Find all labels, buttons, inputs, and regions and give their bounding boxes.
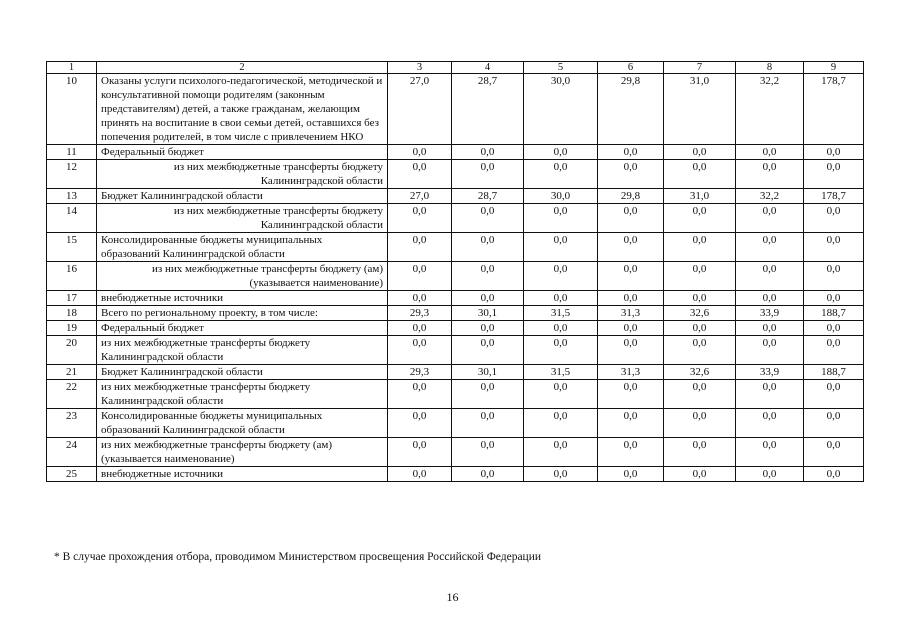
row-number-cell: 12 [47, 160, 97, 189]
indicator-name-cell: из них межбюджетные трансферты бюджету Калининградской области [97, 336, 388, 365]
value-cell: 0,0 [598, 336, 664, 365]
value-cell: 27,0 [388, 189, 452, 204]
table-body [47, 74, 864, 482]
value-cell: 0,0 [452, 438, 524, 467]
column-header: 6 [598, 62, 664, 74]
value-cell: 0,0 [664, 233, 736, 262]
row-number-cell: 25 [47, 467, 97, 482]
value-cell: 0,0 [736, 409, 804, 438]
table-header-row [47, 62, 864, 74]
indicator-name-cell: Консолидированные бюджеты муниципальных образований Калининградской области [97, 233, 388, 262]
value-cell: 0,0 [388, 233, 452, 262]
indicator-name-cell: Федеральный бюджет [97, 321, 388, 336]
value-cell: 0,0 [452, 321, 524, 336]
value-cell: 33,9 [736, 306, 804, 321]
value-cell: 0,0 [736, 233, 804, 262]
value-cell: 29,3 [388, 306, 452, 321]
indicator-name-cell: Всего по региональному проекту, в том числе: [97, 306, 388, 321]
footnote: * В случае прохождения отбора, проводимом Министерством просвещения Российской Федерации [54, 551, 542, 563]
table-row [47, 306, 864, 321]
value-cell: 0,0 [736, 160, 804, 189]
value-cell: 0,0 [664, 380, 736, 409]
value-cell: 0,0 [804, 160, 864, 189]
value-cell: 0,0 [804, 438, 864, 467]
indicator-name-cell: из них межбюджетные трансферты бюджету (ам) (указывается наименование) [97, 262, 388, 291]
indicator-name-cell: из них межбюджетные трансферты бюджету Калининградской области [97, 380, 388, 409]
value-cell: 0,0 [804, 467, 864, 482]
value-cell: 32,6 [664, 365, 736, 380]
indicator-name-cell: из них межбюджетные трансферты бюджету Калининградской области [97, 160, 388, 189]
value-cell: 0,0 [598, 233, 664, 262]
value-cell: 0,0 [664, 262, 736, 291]
row-number-cell: 21 [47, 365, 97, 380]
value-cell: 30,1 [452, 306, 524, 321]
value-cell: 0,0 [736, 467, 804, 482]
value-cell: 32,2 [736, 74, 804, 145]
value-cell: 0,0 [524, 291, 598, 306]
value-cell: 0,0 [736, 262, 804, 291]
value-cell: 29,8 [598, 74, 664, 145]
budget-table [46, 61, 864, 482]
value-cell: 31,3 [598, 365, 664, 380]
value-cell: 0,0 [452, 204, 524, 233]
table-row [47, 74, 864, 145]
value-cell: 0,0 [524, 336, 598, 365]
value-cell: 0,0 [804, 409, 864, 438]
value-cell: 0,0 [388, 467, 452, 482]
value-cell: 0,0 [524, 160, 598, 189]
value-cell: 0,0 [598, 438, 664, 467]
value-cell: 0,0 [664, 336, 736, 365]
value-cell: 28,7 [452, 189, 524, 204]
table-row [47, 204, 864, 233]
value-cell: 33,9 [736, 365, 804, 380]
value-cell: 0,0 [804, 336, 864, 365]
value-cell: 0,0 [804, 321, 864, 336]
table-row [47, 145, 864, 160]
value-cell: 32,6 [664, 306, 736, 321]
value-cell: 0,0 [598, 204, 664, 233]
value-cell: 0,0 [736, 291, 804, 306]
table-row [47, 160, 864, 189]
value-cell: 29,3 [388, 365, 452, 380]
row-number-cell: 10 [47, 74, 97, 145]
value-cell: 30,0 [524, 74, 598, 145]
value-cell: 0,0 [388, 336, 452, 365]
value-cell: 0,0 [524, 409, 598, 438]
row-number-cell: 15 [47, 233, 97, 262]
table-row [47, 291, 864, 306]
column-header: 5 [524, 62, 598, 74]
value-cell: 0,0 [804, 291, 864, 306]
value-cell: 0,0 [388, 409, 452, 438]
column-header: 1 [47, 62, 97, 74]
value-cell: 0,0 [524, 262, 598, 291]
column-header: 4 [452, 62, 524, 74]
value-cell: 0,0 [736, 204, 804, 233]
value-cell: 0,0 [736, 336, 804, 365]
row-number-cell: 16 [47, 262, 97, 291]
indicator-name-cell: внебюджетные источники [97, 291, 388, 306]
value-cell: 0,0 [736, 380, 804, 409]
table-row [47, 321, 864, 336]
column-header: 8 [736, 62, 804, 74]
row-number-cell: 17 [47, 291, 97, 306]
value-cell: 0,0 [452, 145, 524, 160]
indicator-name-cell: из них межбюджетные трансферты бюджету (ам) (указывается наименование) [97, 438, 388, 467]
value-cell: 0,0 [524, 467, 598, 482]
row-number-cell: 18 [47, 306, 97, 321]
value-cell: 0,0 [664, 438, 736, 467]
table-row [47, 409, 864, 438]
value-cell: 0,0 [598, 409, 664, 438]
value-cell: 0,0 [664, 321, 736, 336]
column-header: 7 [664, 62, 736, 74]
value-cell: 0,0 [598, 262, 664, 291]
value-cell: 31,3 [598, 306, 664, 321]
table-row [47, 189, 864, 204]
column-header: 3 [388, 62, 452, 74]
value-cell: 0,0 [452, 409, 524, 438]
table-row [47, 380, 864, 409]
value-cell: 0,0 [388, 321, 452, 336]
value-cell: 0,0 [736, 321, 804, 336]
value-cell: 0,0 [452, 467, 524, 482]
table-row [47, 233, 864, 262]
value-cell: 0,0 [452, 233, 524, 262]
value-cell: 0,0 [452, 160, 524, 189]
indicator-name-cell: внебюджетные источники [97, 467, 388, 482]
value-cell: 31,0 [664, 74, 736, 145]
indicator-name-cell: Бюджет Калининградской области [97, 189, 388, 204]
value-cell: 30,0 [524, 189, 598, 204]
indicator-name-cell: Консолидированные бюджеты муниципальных образований Калининградской области [97, 409, 388, 438]
indicator-name-cell: Федеральный бюджет [97, 145, 388, 160]
value-cell: 188,7 [804, 365, 864, 380]
budget-table-container [46, 61, 864, 482]
value-cell: 0,0 [664, 409, 736, 438]
value-cell: 32,2 [736, 189, 804, 204]
value-cell: 0,0 [524, 204, 598, 233]
table-row [47, 438, 864, 467]
value-cell: 0,0 [664, 160, 736, 189]
value-cell: 0,0 [388, 262, 452, 291]
value-cell: 0,0 [598, 291, 664, 306]
table-row [47, 262, 864, 291]
value-cell: 0,0 [452, 291, 524, 306]
value-cell: 0,0 [388, 204, 452, 233]
value-cell: 31,0 [664, 189, 736, 204]
value-cell: 0,0 [736, 145, 804, 160]
table-row [47, 336, 864, 365]
value-cell: 0,0 [388, 380, 452, 409]
indicator-name-cell: Бюджет Калининградской области [97, 365, 388, 380]
value-cell: 0,0 [598, 380, 664, 409]
row-number-cell: 19 [47, 321, 97, 336]
value-cell: 0,0 [664, 145, 736, 160]
page-number: 16 [446, 590, 459, 604]
row-number-cell: 11 [47, 145, 97, 160]
row-number-cell: 24 [47, 438, 97, 467]
indicator-name-cell: из них межбюджетные трансферты бюджету Калининградской области [97, 204, 388, 233]
row-number-cell: 20 [47, 336, 97, 365]
value-cell: 0,0 [598, 467, 664, 482]
value-cell: 0,0 [524, 438, 598, 467]
value-cell: 0,0 [388, 160, 452, 189]
column-header: 2 [97, 62, 388, 74]
value-cell: 0,0 [664, 204, 736, 233]
value-cell: 178,7 [804, 189, 864, 204]
column-header: 9 [804, 62, 864, 74]
value-cell: 0,0 [804, 204, 864, 233]
value-cell: 0,0 [804, 380, 864, 409]
value-cell: 0,0 [452, 380, 524, 409]
table-row [47, 467, 864, 482]
value-cell: 178,7 [804, 74, 864, 145]
row-number-cell: 22 [47, 380, 97, 409]
value-cell: 0,0 [388, 438, 452, 467]
value-cell: 0,0 [804, 233, 864, 262]
value-cell: 0,0 [736, 438, 804, 467]
value-cell: 0,0 [804, 262, 864, 291]
value-cell: 0,0 [388, 291, 452, 306]
value-cell: 0,0 [664, 291, 736, 306]
value-cell: 0,0 [664, 467, 736, 482]
value-cell: 0,0 [524, 380, 598, 409]
value-cell: 0,0 [388, 145, 452, 160]
value-cell: 0,0 [804, 145, 864, 160]
value-cell: 31,5 [524, 306, 598, 321]
row-number-cell: 23 [47, 409, 97, 438]
value-cell: 0,0 [524, 145, 598, 160]
value-cell: 188,7 [804, 306, 864, 321]
value-cell: 27,0 [388, 74, 452, 145]
value-cell: 0,0 [524, 233, 598, 262]
value-cell: 0,0 [598, 145, 664, 160]
indicator-name-cell: Оказаны услуги психолого-педагогической, методической и консультативной помощи родителям (законным представителям) детей, а также гражданам, желающим принять на воспитание в свои семьи детей, оставшихся без попечения родителей, в том числе с привлечением НКО [97, 74, 388, 145]
value-cell: 29,8 [598, 189, 664, 204]
value-cell: 0,0 [598, 160, 664, 189]
value-cell: 28,7 [452, 74, 524, 145]
value-cell: 0,0 [524, 321, 598, 336]
value-cell: 0,0 [452, 262, 524, 291]
value-cell: 30,1 [452, 365, 524, 380]
value-cell: 0,0 [452, 336, 524, 365]
row-number-cell: 13 [47, 189, 97, 204]
row-number-cell: 14 [47, 204, 97, 233]
value-cell: 31,5 [524, 365, 598, 380]
value-cell: 0,0 [598, 321, 664, 336]
table-row [47, 365, 864, 380]
